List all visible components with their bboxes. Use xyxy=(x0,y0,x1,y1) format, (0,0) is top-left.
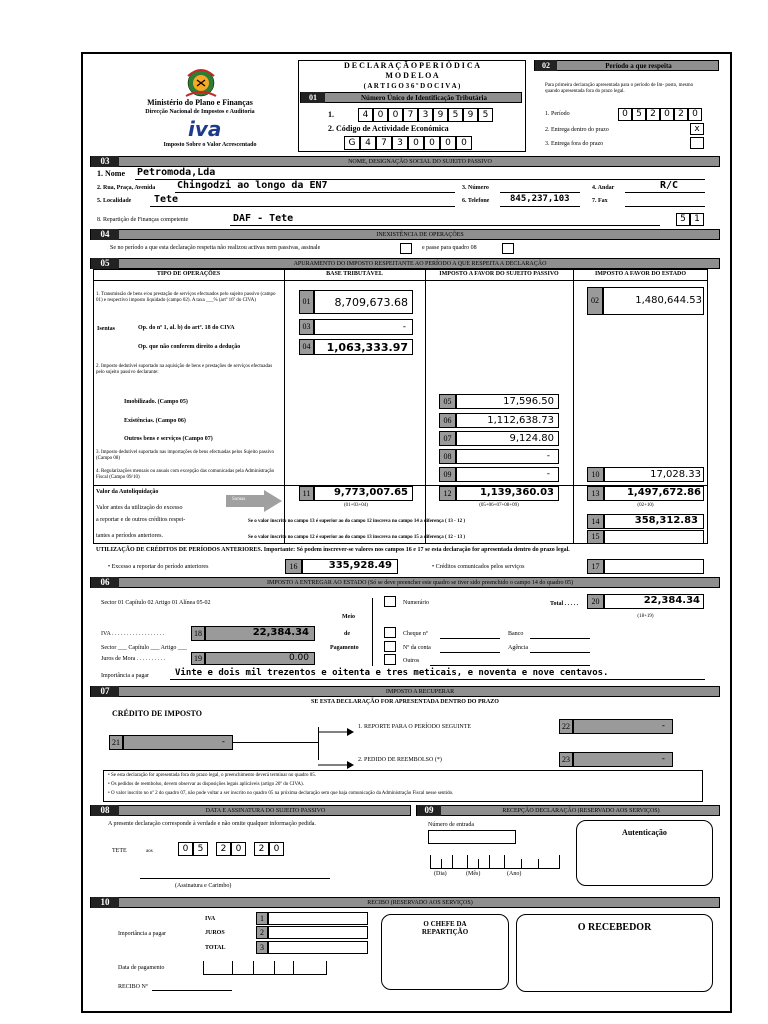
s04-text2: e passe para quadro 08 xyxy=(422,245,477,251)
cae-digit[interactable]: 7 xyxy=(376,136,392,150)
s04-text1: Se no período a que esta declaração respeita não realizou activas nem passivas, assinale xyxy=(110,245,321,251)
ano-label: (Ano) xyxy=(507,871,522,877)
field-14-value: 358,312.83 xyxy=(634,515,698,526)
date-digit[interactable]: 2 xyxy=(216,842,231,856)
nuit-digit[interactable]: 9 xyxy=(433,108,448,122)
periodo-digit[interactable]: 0 xyxy=(618,108,632,121)
assinatura-label: (Assinatura e Carimbo) xyxy=(175,883,232,889)
recibo-f2: 2 xyxy=(256,926,268,939)
data-pag-tick xyxy=(326,961,327,975)
field-20-code: 20 xyxy=(587,594,604,609)
entrega-dentro-checkbox[interactable]: x xyxy=(690,123,704,135)
valor-antes-label: Valor antes da utilização do excesso xyxy=(96,505,183,511)
creditos-label: • Créditos comunicados pelos serviços xyxy=(432,564,525,570)
recepcao-date-tick xyxy=(489,855,490,869)
row1-text: 1. Transmissão de bens e/ou prestação de serviços efectuados pelo sujeito passivo (campo 01) e respectivo imposto liquidado (campo 02). A taxa ___% (artº 16º do CIVA) xyxy=(96,292,276,303)
periodo-note: Para primeira declaração apresentada para o período de Im- posto, mesmo quando apresentada fora do prazo legal. xyxy=(545,83,694,94)
importancia-line xyxy=(170,679,705,680)
rua-line xyxy=(175,192,455,193)
date-digit[interactable]: 0 xyxy=(178,842,193,856)
nuit-label: Número Único de Identificação Tributária xyxy=(361,94,487,102)
nome-label: 1. Nome xyxy=(97,169,125,178)
periodo-title: Período a que respeita xyxy=(605,62,672,70)
andar-value[interactable]: R/C xyxy=(660,180,679,191)
meio-bracket xyxy=(372,598,373,666)
chefe-label: O CHEFE DA REPARTIÇÃO xyxy=(421,920,469,936)
field-20-sum: (18+19) xyxy=(637,614,654,619)
recebedor-label: O RECEBEDOR xyxy=(577,922,652,933)
s02-bar xyxy=(534,60,719,71)
data-pag-tick xyxy=(203,961,204,975)
s08-title: DATA E ASSINATURA DO SUJEITO PASSIVO xyxy=(205,808,326,814)
total-label: Total . . . . . xyxy=(550,601,579,607)
s06-title: IMPOSTO A ENTREGAR AO ESTADO (Só se deve preencher este quadro se tiver sido preenchido o campo 14 do quadro 05) xyxy=(266,580,574,586)
rua-label: 2. Rua, Praça, Avenida xyxy=(97,185,156,191)
row2-text: 2. Imposto dedutível suportado na aquisição de bens e prestações de serviços efectuadas pelo sujeito passivo declarante: xyxy=(96,364,273,375)
form-title-3: ( A R T I G O 3 6 º D O C I V A ) xyxy=(363,82,461,90)
nuit-digit[interactable]: 4 xyxy=(358,108,373,122)
recepcao-date-tick xyxy=(478,859,479,869)
recepcao-date-tick xyxy=(559,855,560,869)
field-12-code: 12 xyxy=(439,486,456,501)
recepcao-date xyxy=(430,855,560,869)
recepcao-date-tick xyxy=(430,855,431,869)
ministry-name: Ministério do Plano e Finanças xyxy=(147,98,253,107)
agencia-line xyxy=(530,652,590,653)
nuit-digit[interactable]: 0 xyxy=(388,108,403,122)
field-16-code: 16 xyxy=(285,559,302,574)
field-19-code: 19 xyxy=(191,652,205,665)
field-18-value: 22,384.34 xyxy=(252,627,309,638)
reparticao-code-digit[interactable]: 5 xyxy=(676,213,690,226)
s06-num: 06 xyxy=(91,577,119,588)
telefone-label: 6. Telefone xyxy=(462,198,490,204)
tantes-label: tantes a períodos anteriores. xyxy=(96,533,163,539)
field-09-code: 09 xyxy=(439,467,456,482)
field-11-value: 9,773,007.65 xyxy=(333,487,408,498)
iva-label: IVA . . . . . . . . . . . . . . . . . . xyxy=(101,631,165,637)
s05-header-line xyxy=(93,280,708,281)
outros-line xyxy=(430,665,590,666)
banco-label: Banco xyxy=(508,631,524,637)
col-tipo: TIPO DE OPERAÇÕES xyxy=(156,271,221,277)
reparticao-label: 8. Repartição de Finanças competente xyxy=(97,217,189,223)
numero-label: 3. Número xyxy=(462,185,489,191)
nuit-digit[interactable]: 9 xyxy=(463,108,478,122)
recibo-f3: 3 xyxy=(256,941,268,954)
cond15-text: Se o valor inscrito no campo 12 é superior ao do campo 13 inscreva no campo 15 a diferença ( 12 - 13 ) xyxy=(248,535,465,540)
data-pagamento-field[interactable] xyxy=(203,961,327,975)
field-21-value: - xyxy=(221,737,225,747)
field-04-value: 1,063,333.97 xyxy=(326,341,408,354)
entrega-fora-label: 3. Entrega fora do prazo xyxy=(545,141,604,147)
cae-digit[interactable]: 0 xyxy=(424,136,440,150)
excesso-label: • Excesso a reportar do período anteriores xyxy=(108,564,209,570)
field-07-code: 07 xyxy=(439,431,456,446)
data-pag-tick xyxy=(253,961,254,975)
col-base: BASE TRIBUTÁVEL xyxy=(326,271,383,277)
banco-line xyxy=(530,638,590,639)
s05-col-divider xyxy=(425,269,426,544)
cheque-line xyxy=(440,638,500,639)
s05-bar xyxy=(90,258,720,269)
s01-bar xyxy=(300,92,522,103)
nuit-digit[interactable]: 5 xyxy=(448,108,463,122)
juros-label: Juros de Mora . . . . . . . . . . xyxy=(101,656,166,662)
credito-label: CRÉDITO DE IMPOSTO xyxy=(112,709,202,718)
form-title-2: M O D E L O A xyxy=(385,71,439,80)
field-19-value: 0.00 xyxy=(288,653,309,663)
cae-digit[interactable]: 0 xyxy=(456,136,472,150)
opt2-label: 2. PEDIDO DE REEMBOLSO (*) xyxy=(358,757,442,763)
fax-line xyxy=(625,206,705,207)
arrow-right-icon xyxy=(318,723,354,731)
tete-label: TETE xyxy=(112,848,127,854)
andar-label: 4. Andar xyxy=(592,185,615,191)
nuit-prefix: 1. xyxy=(328,110,334,119)
field-01-value: 8,709,673.68 xyxy=(334,296,408,309)
cheque-label: Cheque nº xyxy=(403,631,428,637)
recibo-num-line xyxy=(152,990,232,991)
util-text: UTILIZAÇÃO DE CRÉDITOS DE PERÍODOS ANTERIORES. Importante: Só podem inscrever-se valores nos campos 16 e 17 se esta declaração for apresentada dentro do prazo legal. xyxy=(96,547,570,553)
sector2-text: Sector ___ Capítulo ___ Artigo ___ xyxy=(101,645,187,651)
cae-digit[interactable]: 3 xyxy=(392,136,408,150)
form-title-1: D E C L A R A Ç Ã O P E R I Ó D I C A xyxy=(343,61,481,70)
s01-num: 01 xyxy=(301,92,325,103)
periodo-digit[interactable]: 2 xyxy=(674,108,688,121)
field-04-code: 04 xyxy=(299,339,314,355)
nuit-digit[interactable]: 7 xyxy=(403,108,418,122)
iva-logo-text: iva xyxy=(188,117,222,141)
date-digit[interactable]: 5 xyxy=(193,842,208,856)
entrada-label: Número de entrada xyxy=(428,822,474,828)
periodo-digit[interactable]: 0 xyxy=(688,108,702,121)
recibo-iva-label: IVA xyxy=(205,916,216,922)
recepcao-date-tick xyxy=(538,859,539,869)
s08-num: 08 xyxy=(91,805,119,816)
field-02-code: 02 xyxy=(587,287,603,315)
recepcao-date-tick xyxy=(504,855,505,869)
cae-digit[interactable]: G xyxy=(344,136,360,150)
col-sujeito: IMPOSTO A FAVOR DO SUJEITO PASSIVO xyxy=(439,271,559,277)
field-07-value: 9,124.80 xyxy=(509,433,554,444)
s04-num: 04 xyxy=(91,229,119,240)
cond14-text: Se o valor inscrito no campo 13 é superior ao do campo 12 inscreva no campo 14 a diferença ( 13 - 12 ) xyxy=(248,519,465,524)
data-pag-tick xyxy=(232,961,233,975)
field-11-code: 11 xyxy=(299,486,314,501)
nuit-digit[interactable]: 0 xyxy=(373,108,388,122)
recibo-juros-label: JUROS xyxy=(205,930,225,936)
conta-label: Nº da conta xyxy=(403,645,431,651)
localidade-label: 5. Localidade xyxy=(97,198,132,204)
data-pag-tick xyxy=(293,961,294,975)
dia-label: (Dia) xyxy=(434,871,447,877)
meio-label: Meio xyxy=(342,614,355,620)
telefone-line xyxy=(500,206,580,207)
periodo-label: 1. Período xyxy=(545,111,570,117)
s10-bar xyxy=(90,897,720,908)
recibo-iva-field[interactable] xyxy=(268,912,368,925)
field-22-code: 22 xyxy=(559,719,573,734)
s03-title: NOME, DESIGNAÇÃO SOCIAL DO SUJEITO PASSIVO xyxy=(348,159,492,165)
valor-auto-label: Valor da Autoliquidação xyxy=(96,489,159,495)
periodo-digit[interactable]: 2 xyxy=(646,108,660,121)
pagamento-label: Pagamento xyxy=(330,645,359,651)
field-20-value: 22,384.34 xyxy=(643,595,700,606)
col-estado: IMPOSTO A FAVOR DO ESTADO xyxy=(594,271,687,277)
sector-text: Sector 01 Capítulo 02 Artigo 01 Alínea 05-02 xyxy=(101,600,211,606)
data-pag-line xyxy=(203,974,327,975)
field-13-code: 13 xyxy=(587,486,604,501)
field-12-value: 1,139,360.03 xyxy=(479,487,554,498)
s10-title: RECIBO (RESERVADO AOS SERVIÇOS) xyxy=(367,900,473,906)
rua-value[interactable]: Chingodzi ao longo da EN7 xyxy=(177,180,328,191)
mes-label: (Mês) xyxy=(466,871,481,877)
entrada-field[interactable] xyxy=(428,830,516,844)
s02-num: 02 xyxy=(535,60,557,71)
field-08-value: - xyxy=(546,451,550,461)
s09-num: 09 xyxy=(417,805,441,816)
iva-logo xyxy=(188,118,234,140)
date-digit[interactable]: 0 xyxy=(269,842,284,856)
mozambique-emblem-icon xyxy=(180,66,222,102)
cae-label: 2. Código de Actividade Económica xyxy=(328,124,449,133)
imob-label: Imobilizado. (Campo 05) xyxy=(124,399,188,405)
reparticao-value[interactable]: DAF - Tete xyxy=(233,213,294,224)
inexistencia-checkbox[interactable] xyxy=(400,243,412,254)
op2-label: Op. que não conferem direito a dedução xyxy=(138,344,241,350)
date-digit[interactable]: 2 xyxy=(254,842,269,856)
field-06-code: 06 xyxy=(439,413,456,428)
assinatura-line xyxy=(140,878,330,879)
recibo-num-label: RECIBO Nº xyxy=(118,984,148,990)
localidade-value[interactable]: Tete xyxy=(154,194,179,205)
data-pagamento-label: Data de pagamento xyxy=(118,965,165,971)
iva-caption: Imposto Sobre o Valor Acrescentado xyxy=(163,142,257,148)
field-15[interactable] xyxy=(604,530,704,544)
recibo-importancia: Importância a pagar xyxy=(118,931,166,937)
outros-label: Outros bens e serviços (Campo 07) xyxy=(124,436,213,442)
exist-label: Existências. (Campo 06) xyxy=(124,418,186,424)
periodo-digit[interactable]: 5 xyxy=(632,108,646,121)
s07-num: 07 xyxy=(91,686,119,697)
field-02-value: 1,480,644.53 xyxy=(635,295,702,306)
s08-bar xyxy=(90,805,411,816)
andar-line xyxy=(625,192,705,193)
field-03-value: - xyxy=(402,322,406,332)
isentas-label: Isentas xyxy=(97,326,116,332)
field-23-value: - xyxy=(661,754,665,764)
cheque-checkbox[interactable] xyxy=(384,627,396,638)
field-09-value: - xyxy=(546,469,550,479)
credito-arrow-line xyxy=(233,742,318,743)
field-21-code: 21 xyxy=(109,735,123,750)
field-14-code: 14 xyxy=(587,514,604,529)
field-17-code: 17 xyxy=(587,559,604,574)
field-08-code: 08 xyxy=(439,449,456,464)
field-06-value: 1,112,638.73 xyxy=(487,415,554,426)
s10-num: 10 xyxy=(91,897,119,908)
numerario-checkbox[interactable] xyxy=(384,596,396,607)
creditos-text: Créditos comunicados pelos serviços xyxy=(435,564,525,570)
recibo-f1: 1 xyxy=(256,912,268,925)
numero-line xyxy=(500,192,580,193)
aos-label: aos xyxy=(146,849,153,854)
reportar-label: a reportar e de outros créditos respei- xyxy=(96,517,186,523)
s04-title: INEXISTÊNCIA DE OPERAÇÕES xyxy=(376,232,464,238)
nuit-digit[interactable]: 3 xyxy=(418,108,433,122)
s05-title: APURAMENTO DO IMPOSTO RESPEITANTE AO PERÍODO A QUE RESPEITA A DECLARAÇÃO xyxy=(293,261,547,267)
entrega-dentro-label: 2. Entrega dentro do prazo xyxy=(545,127,609,133)
field-05-code: 05 xyxy=(439,394,456,409)
data-pag-tick xyxy=(274,961,275,975)
agencia-label: Agência xyxy=(508,645,528,651)
s05-num: 05 xyxy=(91,258,119,269)
s07-bar xyxy=(90,686,720,697)
field-12-sum: (05+06+07+08+09) xyxy=(479,503,519,508)
s03-num: 03 xyxy=(91,156,119,167)
s03-bar xyxy=(90,156,720,167)
cae-digit[interactable]: 4 xyxy=(360,136,376,150)
recepcao-date-line xyxy=(430,868,560,869)
s07-note3: • O valor inscrito no nº 2 do quadro 07, não pode voltar a ser inscrito no quadro 05 na próxima declaração sem que haja comunicação da Administração Fiscal nesse sentido. xyxy=(108,791,454,796)
recibo-juros-field[interactable] xyxy=(268,926,368,939)
recepcao-date-tick xyxy=(441,859,442,869)
fax-label: 7. Fax xyxy=(592,198,608,204)
s09-title: RECEPÇÃO DECLARAÇÃO (RESERVADO AOS SERVIÇOS) xyxy=(502,808,660,814)
s07-title: IMPOSTO A RECUPERAR xyxy=(385,689,455,695)
cae-digit[interactable]: 0 xyxy=(440,136,456,150)
recibo-total-field[interactable] xyxy=(268,941,368,954)
field-15-code: 15 xyxy=(587,530,604,544)
localidade-line xyxy=(150,206,455,207)
conta-checkbox[interactable] xyxy=(384,641,396,652)
telefone-value[interactable]: 845,237,103 xyxy=(510,194,570,204)
recepcao-date-tick xyxy=(452,855,453,869)
outros-pag-label: Outros xyxy=(403,658,420,664)
field-23-code: 23 xyxy=(559,752,573,767)
op1-label: Op. do nº 1, al. b) do artº. 18 do CIVA xyxy=(138,325,235,331)
field-01-code: 01 xyxy=(299,290,314,314)
date-digit[interactable]: 0 xyxy=(231,842,246,856)
recepcao-date-tick xyxy=(521,859,522,869)
field-16-value: 335,928.49 xyxy=(328,560,392,571)
reparticao-line xyxy=(230,225,660,226)
cae-digit[interactable]: 0 xyxy=(408,136,424,150)
field-10-value: 17,028.33 xyxy=(650,469,701,480)
row3-text: 3. Imposto dedutível suportado nas importações de bens efectuadas pelos Sujeito passivo (Campo 08) xyxy=(96,450,275,461)
s06-bar xyxy=(90,577,720,588)
direction-name: Direcção Nacional de Impostos e Auditoria xyxy=(145,109,255,115)
field-13-value: 1,497,672.86 xyxy=(626,487,701,498)
autenticacao-label: Autenticação xyxy=(622,828,667,837)
somas-label: Somas xyxy=(232,497,246,502)
row4-text: 4. Regularizações mensais ou anuais com excepção das comunicadas pela Administração Fiscal (Campo 09/10) xyxy=(96,469,275,480)
field-05-value: 17,596.50 xyxy=(503,396,554,407)
importancia-value[interactable]: Vinte e dois mil trezentos e oitenta e tres meticais, e noventa e nove centavos. xyxy=(175,668,609,678)
s09-bar xyxy=(416,805,720,816)
excesso-text: Excesso a reportar do período anteriores xyxy=(111,564,209,570)
periodo-digit[interactable]: 0 xyxy=(660,108,674,121)
recepcao-date-tick xyxy=(467,855,468,869)
nome-value[interactable]: Petromoda,Lda xyxy=(137,167,216,178)
field-22-value: - xyxy=(661,721,665,731)
s05-col-divider xyxy=(573,269,574,544)
importancia-label: Importância a pagar xyxy=(101,673,149,679)
field-17[interactable] xyxy=(604,559,704,574)
s04-bar xyxy=(90,229,720,240)
field-13-sum: (02+10) xyxy=(637,503,654,508)
s07-subtitle: SE ESTA DECLARAÇÃO FOR APRESENTADA DENTRO DO PRAZO xyxy=(311,699,499,705)
s07-note1: • Se esta declaração for apresentada fora do prazo legal, o preenchimento deverá terminar no quadro 05. xyxy=(108,773,317,778)
field-18-code: 18 xyxy=(191,626,205,641)
inexistencia-checkbox-2[interactable] xyxy=(502,243,514,254)
s08-text: A presente declaração corresponde à verdade e não omite qualquer informação pedida. xyxy=(108,821,316,827)
field-11-sum: (01+03+04) xyxy=(344,503,368,508)
entrega-fora-checkbox[interactable] xyxy=(690,137,704,149)
nuit-digit[interactable]: 5 xyxy=(478,108,493,122)
recibo-total-label: TOTAL xyxy=(205,945,226,951)
conta-line xyxy=(440,652,500,653)
reparticao-code-digit[interactable]: 1 xyxy=(690,213,704,226)
arrow-right-icon xyxy=(318,756,354,764)
de-label: de xyxy=(344,631,350,637)
numerario-label: Numerário xyxy=(403,600,429,606)
field-10-code: 10 xyxy=(587,467,604,482)
s07-note2: • Os pedidos de reembolso, devem observar as disposições legais aplicáveis (artigo 20º do CIVA). xyxy=(108,782,304,787)
outros-checkbox[interactable] xyxy=(384,654,396,665)
s05-col-divider xyxy=(284,269,285,544)
field-03-code: 03 xyxy=(299,319,314,335)
opt1-label: 1. REPORTE PARA O PERÍODO SEGUINTE xyxy=(358,724,472,730)
